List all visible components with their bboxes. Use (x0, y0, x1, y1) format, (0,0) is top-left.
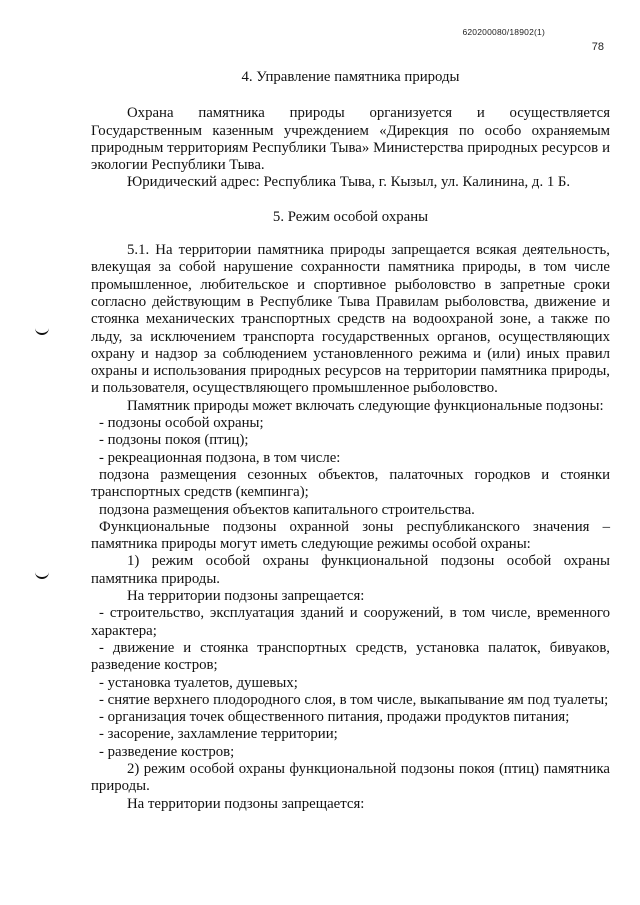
zone-item: - подзоны особой охраны; (99, 415, 264, 432)
section-4-title: 4. Управление памятника природы (241, 69, 460, 85)
section-5-title: 5. Режим особой охраны (272, 208, 429, 225)
zone-item: - рекреационная подзона, в том числе: (99, 449, 341, 466)
prohibition-item: - установка туалетов, душевых; (99, 674, 298, 691)
regimes-intro: Функциональные подзоны охранной зоны республиканского значения – памятника природы могут иметь следующие режимы особой охраны: (91, 518, 610, 553)
document-body (91, 69, 610, 813)
prohibition-item: - строительство, эксплуатация зданий и сооружений, в том числе, временного характера; (91, 605, 610, 639)
recreation-subzone: подзона размещения объектов капитального строительства. (99, 501, 475, 518)
recreation-subzone: подзона размещения сезонных объектов, палаточных городков и стоянки транспортных средств (кемпинга); (91, 466, 610, 501)
margin-mark (35, 571, 49, 579)
zones-intro: Памятник природы может включать следующие функциональные подзоны: (127, 397, 604, 414)
prohibited-intro-2: На территории подзоны запрещается: (127, 795, 365, 812)
margin-mark (35, 327, 49, 335)
legal-address: Юридический адрес: Республика Тыва, г. Кызыл, ул. Калинина, д. 1 Б. (127, 174, 571, 191)
document-id: 620200080/18902(1) (462, 27, 545, 37)
prohibition-item: - организация точек общественного питания, продажи продуктов питания; (99, 709, 570, 726)
section-4-paragraph: Охрана памятника природы организуется и осуществляется Государственным казенным учреждением «Дирекция по особо охраняемым природным территориям Республики Тыва» Министерства природных ресурсов и экологии Республики Тыва. (91, 105, 610, 174)
prohibition-item: - засорение, захламление территории; (99, 726, 338, 743)
page-number: 78 (591, 41, 604, 53)
prohibited-intro: На территории подзоны запрещается: (127, 588, 365, 605)
prohibition-item: - движение и стоянка транспортных средств, установка палаток, бивуаков, разведение костров; (91, 639, 610, 674)
zone-item: - подзоны покоя (птиц); (99, 432, 249, 449)
regime-1-title: 1) режим особой охраны функциональной подзоны особой охраны памятника природы. (91, 553, 610, 587)
prohibition-item: - разведение костров; (99, 743, 235, 760)
regime-2-title: 2) режим особой охраны функциональной подзоны покоя (птиц) памятника природы. (91, 760, 610, 795)
section-5-intro: 5.1. На территории памятника природы запрещается всякая деятельность, влекущая за собой нарушение сохранности памятника природы, в том числе промышленное, любительское и спортивное рыболовство в запретные сроки согласно действующим в Республике Тыва Правилам рыболовства, движение и стоянка механических транспортных средств на водоохраной зоне, а также по льду, за исключением транспорта государственных органов, осуществляющих охрану и надзор за соблюдением установленного режима и (или) иных правил охраны и использования природных ресурсов на территории памятника природы, и пользователя, осуществляющего промышленное рыболовство. (91, 242, 610, 397)
prohibition-item: - снятие верхнего плодородного слоя, в том числе, выкапывание ям под туалеты; (99, 691, 609, 708)
